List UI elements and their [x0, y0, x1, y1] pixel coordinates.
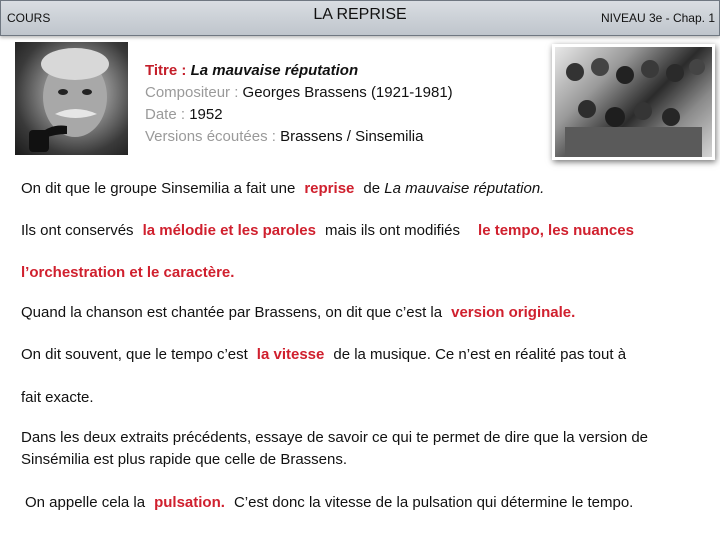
line1-song-title: La mauvaise réputation.: [384, 180, 545, 197]
line8-text: Sinsémilia est plus rapide que celle de Brassens.: [21, 451, 348, 468]
text-line-5: [21, 346, 626, 363]
composer-label: Compositeur :: [145, 84, 243, 101]
answer-melodie-paroles: la mélodie et les paroles: [142, 222, 316, 239]
text-line-2: [21, 222, 634, 239]
answer-tempo-nuances: le tempo, les nuances: [478, 222, 634, 239]
song-title-row: [145, 60, 453, 82]
line6-text: fait exacte.: [21, 389, 94, 406]
composer-row: [145, 82, 453, 104]
line2-text-c: mais ils ont modifiés: [324, 222, 461, 239]
answer-orchestration: l’orchestration et le caractère.: [21, 264, 235, 281]
header-right-label: NIVEAU 3e - Chap. 1: [600, 11, 715, 25]
text-line-7: [21, 429, 648, 446]
versions-value: Brassens / Sinsemilia: [280, 128, 424, 145]
title-value: La mauvaise réputation: [190, 62, 359, 79]
text-line-1: [21, 180, 544, 197]
line1-text-c: de: [363, 180, 385, 197]
line5-text-c: de la musique. Ce n’est en réalité pas tout à: [333, 346, 627, 363]
line5-text-a: On dit souvent, que le tempo c’est: [21, 346, 248, 363]
portrait-illustration: [15, 42, 128, 155]
versions-label: Versions écoutées :: [145, 128, 281, 145]
line1-text-a: On dit que le groupe Sinsemilia a fait une: [21, 180, 296, 197]
date-row: [145, 104, 453, 126]
brassens-photo: [15, 42, 128, 155]
answer-vitesse: la vitesse: [256, 346, 325, 363]
date-label: Date :: [145, 106, 190, 123]
versions-row: [145, 126, 453, 148]
text-line-9: [25, 494, 633, 511]
title-label: Titre :: [145, 62, 191, 79]
date-value: 1952: [189, 106, 223, 123]
page-title: LA REPRISE: [313, 6, 407, 23]
header-bar: [0, 0, 720, 36]
answer-pulsation: pulsation.: [154, 494, 225, 511]
line9-text-c: C’est donc la vitesse de la pulsation qui détermine le tempo.: [233, 494, 634, 511]
text-line-6: [21, 389, 94, 406]
line2-text-a: Ils ont conservés: [21, 222, 134, 239]
line4-text-a: Quand la chanson est chantée par Brassens, on dit que c’est la: [21, 304, 443, 321]
text-line-3: [21, 264, 234, 281]
composer-value: Georges Brassens (1921-1981): [242, 84, 453, 101]
answer-version-originale: version originale.: [451, 304, 576, 321]
header-left-label: COURS: [7, 11, 51, 25]
line7-text: Dans les deux extraits précédents, essaye de savoir ce qui te permet de dire que la version de: [21, 429, 649, 446]
song-info: [145, 60, 453, 148]
group-illustration: [555, 47, 712, 157]
sinsemilia-photo: [552, 44, 715, 160]
text-line-4: [21, 304, 575, 321]
text-line-8: [21, 451, 347, 468]
line9-text-a: On appelle cela la: [25, 494, 146, 511]
answer-reprise: reprise: [304, 180, 355, 197]
